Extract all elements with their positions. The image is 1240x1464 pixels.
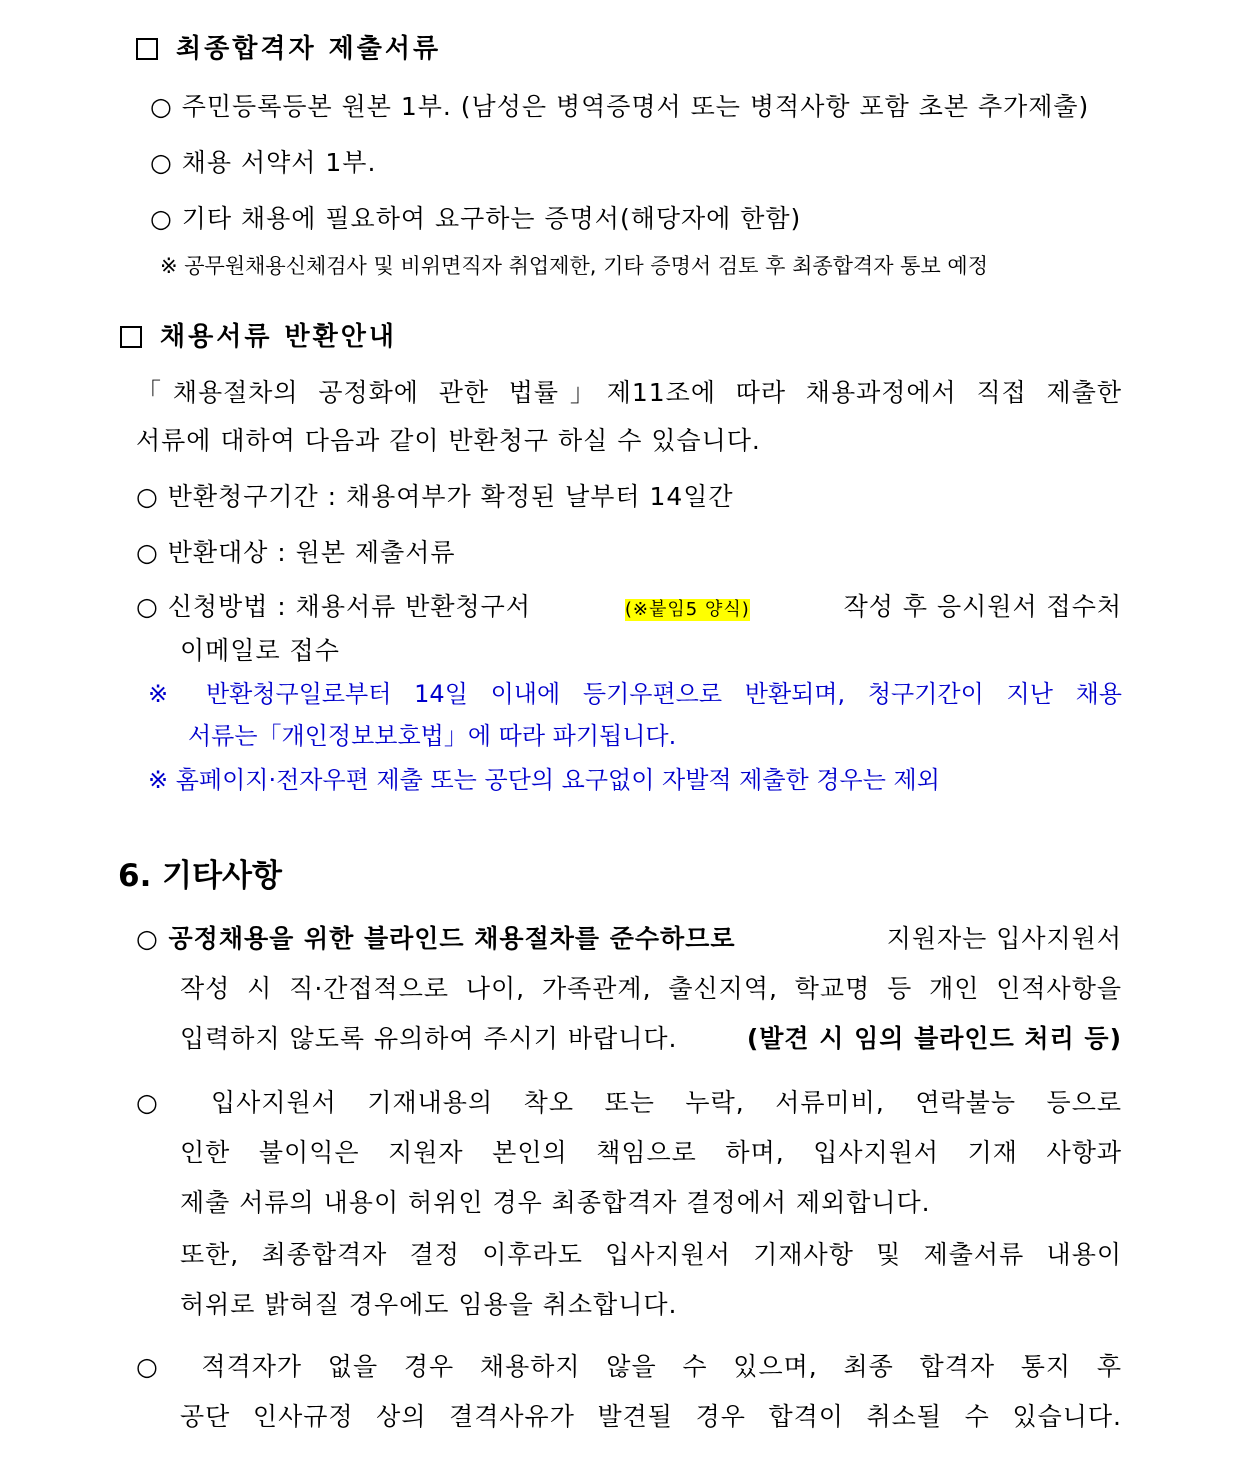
return-method-line2: 이메일로 접수 bbox=[180, 636, 340, 665]
blind-bold-text: ○ 공정채용을 위한 블라인드 채용절차를 준수하므로 bbox=[136, 924, 736, 953]
return-intro-line: 「채용절차의 공정화에 관한 법률」제11조에 따라 채용과정에서 직접 제출한 bbox=[136, 378, 1122, 407]
disqualify-paragraph-line: ○ 적격자가 없을 경우 채용하지 않을 수 있으며, 최종 합격자 통지 후 bbox=[136, 1352, 1122, 1381]
return-note: 서류는「개인정보보호법」에 따라 파기됩니다. bbox=[188, 722, 677, 750]
attachment-highlight: (※붙임5 양식) bbox=[624, 599, 750, 620]
return-period: ○ 반환청구기간 : 채용여부가 확정된 날부터 14일간 bbox=[136, 482, 734, 511]
blind-text: 입력하지 않도록 유의하여 주시기 바랍니다. bbox=[180, 1024, 678, 1053]
checkbox-square-icon bbox=[120, 326, 142, 348]
return-note: ※ 홈페이지·전자우편 제출 또는 공단의 요구없이 자발적 제출한 경우는 제외 bbox=[148, 766, 940, 794]
false-info-paragraph-line: ○ 입사지원서 기재내용의 착오 또는 누락, 서류미비, 연락불능 등으로 bbox=[136, 1088, 1122, 1117]
disqualify-paragraph-line: 공단 인사규정 상의 결격사유가 발견될 경우 합격이 취소될 수 있습니다. bbox=[180, 1402, 1122, 1431]
return-docs-heading-text: 채용서류 반환안내 bbox=[160, 322, 397, 352]
return-target: ○ 반환대상 : 원본 제출서류 bbox=[136, 538, 456, 567]
blind-paragraph-line bbox=[180, 1024, 1122, 1054]
false-info-paragraph-line: 또한, 최종합격자 결정 이후라도 입사지원서 기재사항 및 제출서류 내용이 bbox=[180, 1240, 1122, 1269]
final-docs-heading bbox=[136, 34, 441, 65]
return-note: ※ 반환청구일로부터 14일 이내에 등기우편으로 반환되며, 청구기간이 지난 채용 bbox=[148, 680, 1122, 708]
checkbox-square-icon bbox=[136, 38, 158, 60]
final-docs-heading-text: 최종합격자 제출서류 bbox=[176, 34, 442, 64]
final-docs-note: ※ 공무원채용신체검사 및 비위면직자 취업제한, 기타 증명서 검토 후 최종합격자 통보 예정 bbox=[160, 254, 988, 278]
section-title: 6. 기타사항 bbox=[118, 858, 282, 894]
final-docs-item: ○ 기타 채용에 필요하여 요구하는 증명서(해당자에 한함) bbox=[150, 204, 802, 233]
blind-text: 지원자는 입사지원서 bbox=[886, 924, 1122, 953]
blind-paragraph-line: 작성 시 직·간접적으로 나이, 가족관계, 출신지역, 학교명 등 개인 인적사항을 bbox=[180, 974, 1122, 1003]
return-docs-heading bbox=[120, 322, 397, 353]
blind-paragraph-line bbox=[136, 924, 1122, 954]
false-info-paragraph-line: 허위로 밝혀질 경우에도 임용을 취소합니다. bbox=[180, 1290, 678, 1319]
return-intro-line: 서류에 대하여 다음과 같이 반환청구 하실 수 있습니다. bbox=[136, 426, 761, 455]
final-docs-item: ○ 주민등록등본 원본 1부. (남성은 병역증명서 또는 병적사항 포함 초본 추가제출) bbox=[150, 92, 1090, 121]
blind-bold-text: (발견 시 임의 블라인드 처리 등) bbox=[746, 1024, 1122, 1053]
return-method bbox=[136, 592, 1122, 622]
return-method-text: 작성 후 응시원서 접수처 bbox=[843, 592, 1122, 621]
false-info-paragraph-line: 제출 서류의 내용이 허위인 경우 최종합격자 결정에서 제외합니다. bbox=[180, 1188, 931, 1217]
final-docs-item: ○ 채용 서약서 1부. bbox=[150, 148, 377, 177]
false-info-paragraph-line: 인한 불이익은 지원자 본인의 책임으로 하며, 입사지원서 기재 사항과 bbox=[180, 1138, 1122, 1167]
return-method-text: ○ 신청방법 : 채용서류 반환청구서 bbox=[136, 592, 531, 621]
